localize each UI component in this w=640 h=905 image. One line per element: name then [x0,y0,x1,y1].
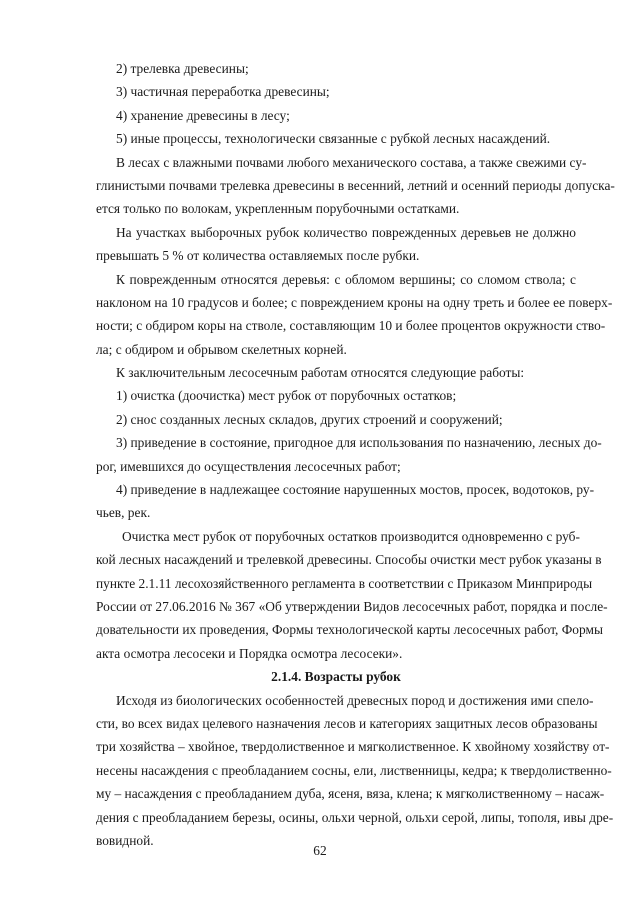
list-item-4: 4) приведение в надлежащее состояние нарушенных мостов, просек, водотоков, ру- [116,482,595,498]
paragraph-line: сти, во всех видах целевого назначения лесов и категориях защитных лесов образованы [96,715,598,731]
paragraph-line: три хозяйства – хвойное, твердолиственное и мягколиственное. К хвойному хозяйству от- [96,739,610,755]
paragraph-line: глинистыми почвами трелевка древесины в весенний, летний и осенний периоды допуска- [96,177,615,193]
paragraph-line: превышать 5 % от количества оставляемых после рубки. [96,248,420,264]
paragraph-line: На участках выборочных рубок количество поврежденных деревьев не должно [116,224,576,240]
section-heading: 2.1.4. Возрасты рубок [271,669,401,685]
list-item-2: 2) трелевка древесины; [116,61,249,76]
paragraph-line: пункте 2.1.11 лесохозяйственного регламента в соответствии с Приказом Минприроды [96,575,593,591]
list-item-5: 5) иные процессы, технологически связанные с рубкой лесных насаждений. [116,131,551,147]
paragraph-line: рог, имевшихся до осуществления лесосечных работ; [96,458,401,474]
list-item-2: 2) снос созданных лесных складов, других строений и сооружений; [116,411,503,427]
paragraph-line: му – насаждения с преобладанием дуба, ясеня, вяза, клена; к мягколиственному – насаж- [96,786,605,802]
paragraph-line: довательности их проведения, Формы технологической карты лесосечных работ, Формы [96,622,603,638]
paragraph-line: ется только по волокам, укрепленным порубочными остатками. [96,201,460,217]
paragraph-line: дения с преобладанием березы, осины, ольхи черной, ольхи серой, липы, тополя, ивы дре- [96,809,614,825]
paragraph-line: К поврежденным относятся деревья: с обломом вершины; со сломом ствола; с [116,271,576,287]
paragraph-line: чьев, рек. [96,505,151,521]
body-text [96,57,615,852]
paragraph-line: ности; с обдиром коры на стволе, составляющим 10 и более процентов окружности ство- [96,318,606,334]
paragraph-line: В лесах с влажными почвами любого механического состава, а также свежими су- [116,154,587,170]
paragraph-line: несены насаждения с преобладанием сосны, ели, лиственницы, кедра; к твердолиственно- [96,762,612,778]
paragraph-line: акта осмотра лесосеки и Порядка осмотра лесосеки». [96,645,403,661]
paragraph-line: Исходя из биологических особенностей древесных пород и достижения ими спело- [116,692,594,708]
paragraph-line: вовидной. [96,832,154,848]
paragraph-line: России от 27.06.2016 № 367 «Об утверждении Видов лесосечных работ, порядка и после- [96,598,608,614]
paragraph-line: К заключительным лесосечным работам относятся следующие работы: [116,365,525,381]
list-item-3: 3) приведение в состояние, пригодное для использования по назначению, лесных до- [116,435,602,451]
page-number: 62 [313,843,327,858]
paragraph-line: ла; с обдиром и обрывом скелетных корней. [96,341,347,357]
paragraph-line: наклоном на 10 градусов и более; с повреждением кроны на одну треть и более ее поверх- [96,294,613,310]
paragraph-line: кой лесных насаждений и трелевкой древесины. Способы очистки мест рубок указаны в [96,552,602,568]
list-item-3: 3) частичная переработка древесины; [116,84,330,100]
list-item-1: 1) очистка (доочистка) мест рубок от порубочных остатков; [116,388,457,404]
list-item-4: 4) хранение древесины в лесу; [116,107,290,123]
paragraph-line: Очистка мест рубок от порубочных остатков производится одновременно с руб- [122,528,580,544]
